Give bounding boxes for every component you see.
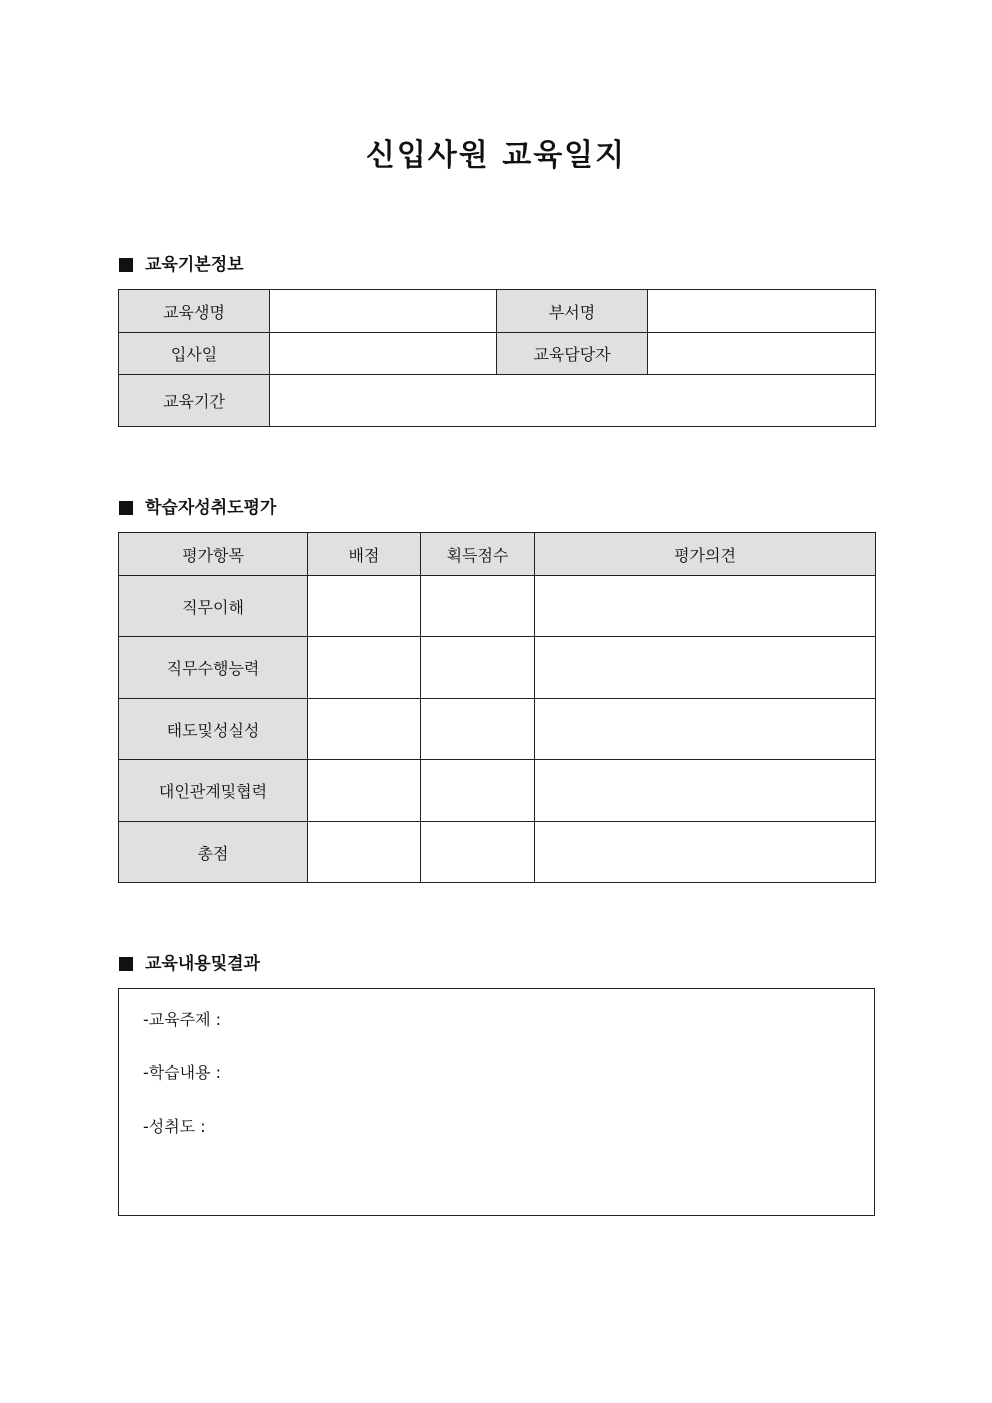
course-name-field[interactable] (270, 290, 497, 333)
period-label: 교육기간 (119, 375, 270, 427)
opinion-field[interactable] (535, 576, 876, 637)
points-field[interactable] (308, 699, 421, 760)
table-row (119, 333, 876, 375)
page-title: 신입사원 교육일지 (365, 138, 627, 173)
square-bullet-icon (119, 501, 133, 515)
column-header-points: 배점 (308, 533, 421, 576)
table-row (119, 637, 876, 699)
total-label: 총점 (119, 822, 308, 883)
section-heading-label: 교육기본정보 (145, 255, 244, 275)
evaluation-item-label: 대인관계및협력 (119, 760, 308, 822)
content-box[interactable] (118, 988, 875, 1216)
learning-content-line: -학습내용 : (143, 1063, 222, 1082)
section-heading-label: 학습자성취도평가 (145, 498, 277, 518)
section-heading-content (119, 952, 260, 976)
opinion-field[interactable] (535, 760, 876, 822)
department-label: 부서명 (497, 290, 648, 333)
table-row (119, 760, 876, 822)
manager-field[interactable] (648, 333, 876, 375)
manager-label: 교육담당자 (497, 333, 648, 375)
score-field[interactable] (421, 699, 535, 760)
section-heading-label: 교육내용및결과 (145, 954, 260, 974)
opinion-field[interactable] (535, 699, 876, 760)
table-header-row (119, 533, 876, 576)
evaluation-table (118, 532, 876, 883)
join-date-field[interactable] (270, 333, 497, 375)
points-field[interactable] (308, 576, 421, 637)
square-bullet-icon (119, 957, 133, 971)
column-header-item: 평가항목 (119, 533, 308, 576)
evaluation-item-label: 태도및성실성 (119, 699, 308, 760)
points-field[interactable] (308, 760, 421, 822)
department-field[interactable] (648, 290, 876, 333)
points-field[interactable] (308, 822, 421, 883)
table-row (119, 822, 876, 883)
table-row (119, 699, 876, 760)
opinion-field[interactable] (535, 637, 876, 699)
table-row (119, 290, 876, 333)
course-name-label: 교육생명 (119, 290, 270, 333)
evaluation-item-label: 직무이해 (119, 576, 308, 637)
square-bullet-icon (119, 258, 133, 272)
score-field[interactable] (421, 576, 535, 637)
table-row (119, 375, 876, 427)
score-field[interactable] (421, 637, 535, 699)
evaluation-item-label: 직무수행능력 (119, 637, 308, 699)
section-heading-basic-info (119, 253, 244, 277)
achievement-line: -성취도 : (143, 1117, 206, 1136)
column-header-opinion: 평가의견 (535, 533, 876, 576)
join-date-label: 입사일 (119, 333, 270, 375)
basic-info-table (118, 289, 876, 427)
topic-line: -교육주제 : (143, 1010, 222, 1029)
score-field[interactable] (421, 822, 535, 883)
points-field[interactable] (308, 637, 421, 699)
opinion-field[interactable] (535, 822, 876, 883)
table-row (119, 576, 876, 637)
section-heading-evaluation (119, 496, 276, 520)
score-field[interactable] (421, 760, 535, 822)
period-field[interactable] (270, 375, 876, 427)
column-header-score: 획득점수 (421, 533, 535, 576)
